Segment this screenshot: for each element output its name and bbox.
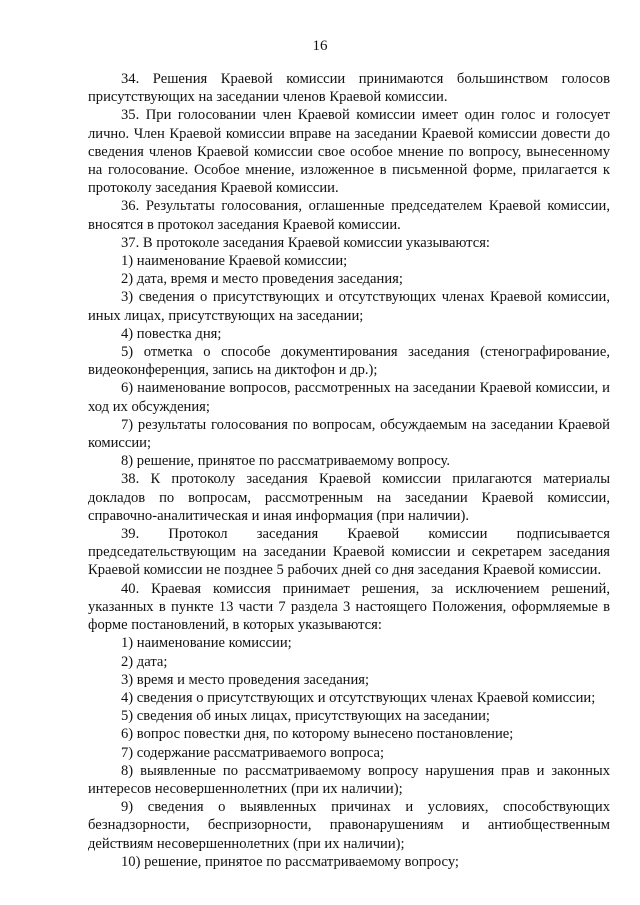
list-item: 4) повестка дня; — [121, 325, 222, 342]
paragraph-34: 34. Решения Краевой комиссии принимаются большинством голосов присутствующих на заседании членов Краевой комиссии. — [88, 71, 610, 106]
list-item: 1) наименование Краевой комиссии; — [121, 253, 348, 270]
list-item: 5) отметка о способе документирования заседания (стенографирование, видеоконференция, запись на диктофон и др.); — [88, 344, 610, 379]
list-item: 5) сведения об иных лицах, присутствующих на заседании; — [121, 708, 490, 725]
list-item: 10) решение, принятое по рассматриваемому вопросу; — [121, 853, 459, 870]
document-body — [88, 70, 610, 871]
paragraph-38: 38. К протоколу заседания Краевой комиссии прилагаются материалы докладов по вопросам, рассмотренным на заседании Краевой комиссии, справочно-аналитическая и иная информация (при наличии). — [88, 471, 610, 524]
list-item: 1) наименование комиссии; — [121, 635, 292, 652]
list-item: 6) наименование вопросов, рассмотренных на заседании Краевой комиссии, и ход их обсуждения; — [88, 380, 610, 415]
paragraph-35: 35. При голосовании член Краевой комиссии имеет один голос и голосует лично. Член Краевой комиссии вправе на заседании Краевой комиссии довести до сведения членов Краевой комиссии свое особое мнение по вопросу, вынесенному на голосование. Особое мнение, изложенное в письменной форме, прилагается к протоколу заседания Краевой комиссии. — [88, 107, 610, 197]
list-item: 8) решение, принятое по рассматриваемому вопросу. — [121, 453, 451, 470]
list-item: 7) содержание рассматриваемого вопроса; — [121, 744, 385, 761]
paragraph-39: 39. Протокол заседания Краевой комиссии подписывается председательствующим на заседании Краевой комиссии и секретарем заседания Краевой комиссии не позднее 5 рабочих дней со дня заседания Краевой комиссии. — [88, 526, 610, 579]
list-item: 2) дата, время и место проведения заседания; — [121, 271, 403, 288]
paragraph-40: 40. Краевая комиссия принимает решения, за исключением решений, указанных в пункте 13 части 7 раздела 3 настоящего Положения, оформляемые в форме постановлений, в которых указываются: — [88, 580, 610, 634]
paragraph-37: 37. В протоколе заседания Краевой комиссии указываются: — [121, 234, 490, 251]
list-item: 6) вопрос повестки дня, по которому вынесено постановление; — [121, 726, 514, 743]
paragraph-36: 36. Результаты голосования, оглашенные председателем Краевой комиссии, вносятся в протокол заседания Краевой комиссии. — [88, 198, 610, 233]
list-item: 4) сведения о присутствующих и отсутствующих членах Краевой комиссии; — [121, 689, 596, 706]
page-number: 16 — [312, 38, 328, 54]
list-item: 7) результаты голосования по вопросам, обсуждаемым на заседании Краевой комиссии; — [88, 416, 610, 452]
list-item: 2) дата; — [121, 653, 168, 670]
list-item: 8) выявленные по рассматриваемому вопросу нарушения прав и законных интересов несовершеннолетних (при их наличии); — [88, 762, 610, 797]
list-item: 9) сведения о выявленных причинах и условиях, способствующих безнадзорности, беспризорности, правонарушениям и антиобщественным действиям несовершеннолетних (при их наличии); — [88, 799, 610, 852]
list-item: 3) время и место проведения заседания; — [121, 671, 370, 688]
list-item: 3) сведения о присутствующих и отсутствующих членах Краевой комиссии, иных лицах, присутствующих на заседании; — [88, 289, 610, 324]
